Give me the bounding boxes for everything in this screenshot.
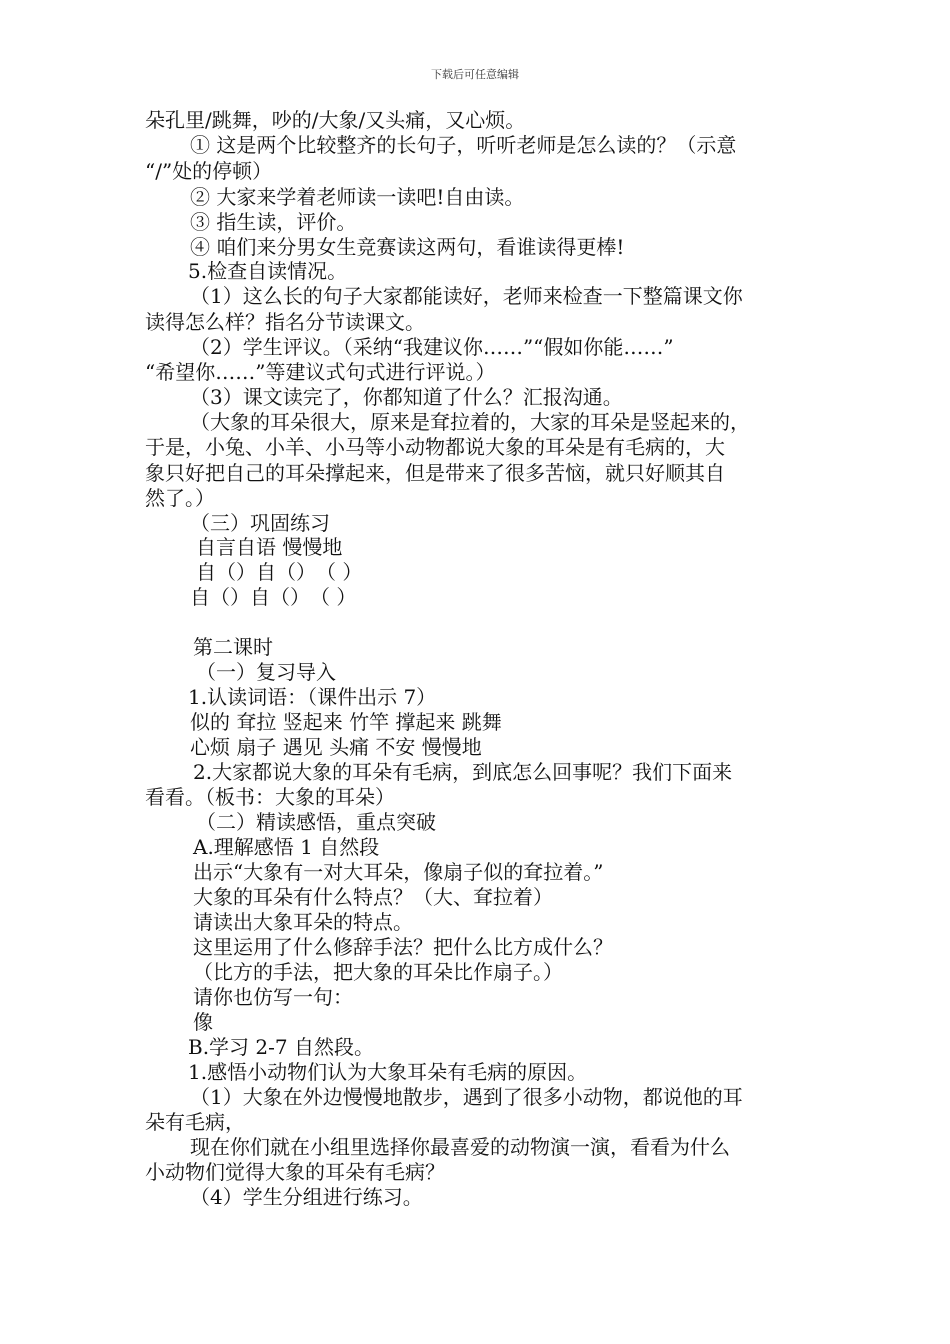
text-line: （3）课文读完了，你都知道了什么？汇报沟通。 bbox=[190, 385, 623, 409]
text-line: 自（）自（） （ ） bbox=[196, 560, 363, 584]
text-line: （1）这么长的句子大家都能读好，老师来检查一下整篇课文你 bbox=[190, 284, 743, 308]
text-line: 现在你们就在小组里选择你最喜爱的动物演一演，看看为什么 bbox=[190, 1135, 730, 1159]
text-line: 于是，小兔、小羊、小马等小动物都说大象的耳朵是有毛病的，大 bbox=[145, 435, 725, 459]
text-line: 朵孔里/跳舞，吵的/大象/又头痛，又心烦。 bbox=[145, 108, 526, 132]
text-line: B.学习 2-7 自然段。 bbox=[188, 1035, 374, 1059]
text-line: ② 大家来学着老师读一读吧!自由读。 bbox=[190, 185, 525, 209]
text-line: 第二课时 bbox=[193, 635, 273, 659]
text-line: 小动物们觉得大象的耳朵有毛病？ bbox=[145, 1160, 445, 1184]
text-line: 似的 耷拉 竖起来 竹竿 撑起来 跳舞 bbox=[190, 710, 502, 734]
text-line: 自（）自（） （ ） bbox=[190, 585, 357, 609]
text-line: （二）精读感悟，重点突破 bbox=[196, 810, 436, 834]
text-line: 5.检查自读情况。 bbox=[188, 259, 348, 283]
text-line: 1.感悟小动物们认为大象耳朵有毛病的原因。 bbox=[188, 1060, 588, 1084]
text-line: 读得怎么样？指名分节读课文。 bbox=[145, 310, 425, 334]
text-line: 请你也仿写一句： bbox=[193, 985, 353, 1009]
text-line: ④ 咱们来分男女生竞赛读这两句，看谁读得更棒! bbox=[190, 235, 625, 259]
text-line: 请读出大象耳朵的特点。 bbox=[193, 910, 413, 934]
text-line: 自言自语 慢慢地 bbox=[196, 535, 343, 559]
text-line: 朵有毛病， bbox=[145, 1110, 245, 1134]
text-line: ③ 指生读，评价。 bbox=[190, 210, 357, 234]
text-line: 2.大家都说大象的耳朵有毛病，到底怎么回事呢？我们下面来 bbox=[193, 760, 733, 784]
text-line: “希望你……”等建议式句式进行评说。） bbox=[145, 360, 496, 384]
text-line: 出示“大象有一对大耳朵，像扇子似的耷拉着。” bbox=[193, 860, 604, 884]
text-line: （2）学生评议。（采纳“我建议你……”“假如你能……” bbox=[190, 335, 674, 359]
text-line: （三）巩固练习 bbox=[190, 511, 330, 535]
text-line: 心烦 扇子 遇见 头痛 不安 慢慢地 bbox=[190, 735, 482, 759]
page-header: 下载后可任意编辑 bbox=[431, 68, 519, 81]
text-line: （比方的手法，把大象的耳朵比作扇子。） bbox=[193, 960, 563, 984]
text-line: 然了。） bbox=[145, 486, 215, 510]
text-line: A.理解感悟 1 自然段 bbox=[193, 835, 380, 859]
text-line: （4）学生分组进行练习。 bbox=[190, 1185, 423, 1209]
text-line: 大象的耳朵有什么特点？（大、耷拉着） bbox=[193, 885, 553, 909]
text-line: 象只好把自己的耳朵撑起来，但是带来了很多苦恼，就只好顺其自 bbox=[145, 461, 725, 485]
text-line: “/”处的停顿） bbox=[145, 159, 273, 183]
text-line: （1）大象在外边慢慢地散步，遇到了很多小动物，都说他的耳 bbox=[190, 1085, 743, 1109]
text-line: （大象的耳朵很大，原来是耷拉着的，大家的耳朵是竖起来的， bbox=[190, 410, 750, 434]
text-line: 看看。（板书：大象的耳朵） bbox=[145, 785, 395, 809]
text-line: 1.认读词语：（课件出示 7） bbox=[188, 685, 437, 709]
text-line: ① 这是两个比较整齐的长句子，听听老师是怎么读的？（示意 bbox=[190, 133, 737, 157]
text-line: 像 bbox=[193, 1010, 213, 1034]
text-line: （一）复习导入 bbox=[196, 660, 336, 684]
text-line: 这里运用了什么修辞手法？把什么比方成什么？ bbox=[193, 935, 613, 959]
